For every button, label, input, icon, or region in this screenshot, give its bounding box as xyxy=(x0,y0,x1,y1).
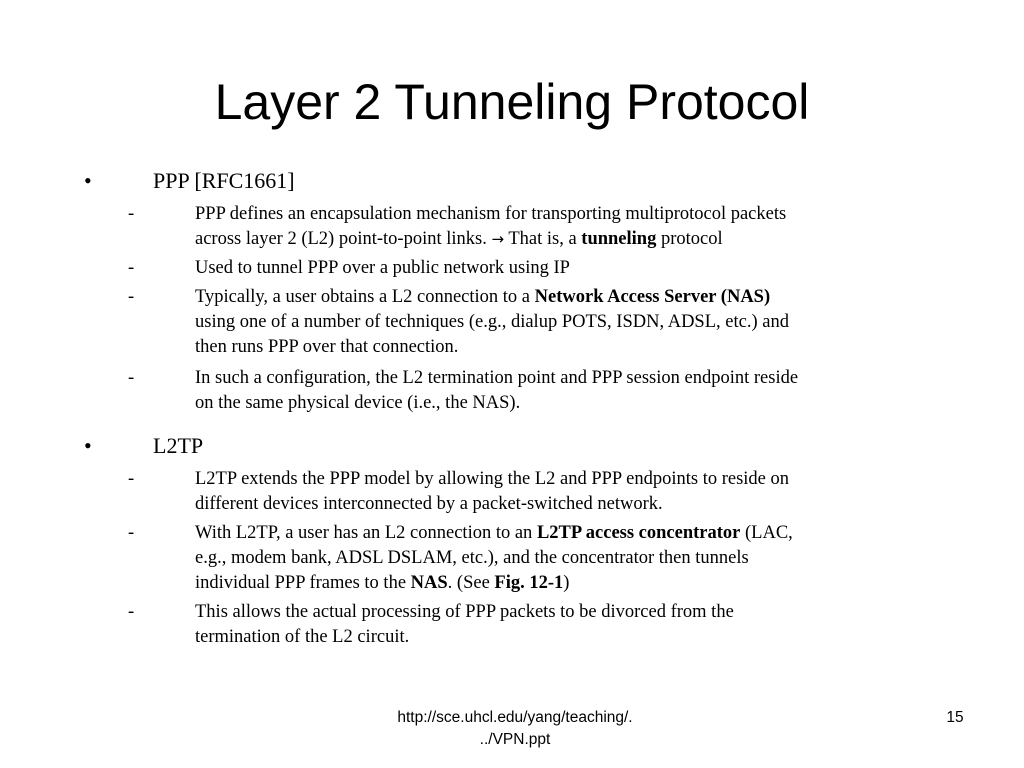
text-line xyxy=(195,521,955,546)
text-line xyxy=(195,202,955,227)
page-number: 15 xyxy=(946,709,964,726)
text-run: . (See xyxy=(447,573,495,593)
text-run: using one of a number of techniques (e.g., dialup POTS, ISDN, ADSL, etc.) and xyxy=(195,312,789,332)
text-line xyxy=(195,366,955,391)
sub-bullet-text xyxy=(195,600,955,650)
sub-bullet-dash: - xyxy=(128,523,135,543)
text-run: individual PPP frames to the xyxy=(195,573,411,593)
text-run: Typically, a user obtains a L2 connection to a xyxy=(195,287,535,307)
text-line xyxy=(195,391,955,416)
footer-url-line: http://sce.uhcl.edu/yang/teaching/. xyxy=(397,709,633,726)
text-line xyxy=(195,600,955,625)
sub-bullet-text xyxy=(195,256,955,281)
text-run: (LAC, xyxy=(740,523,793,543)
sub-bullet-text xyxy=(195,285,955,360)
text-line xyxy=(195,310,955,335)
text-run: With L2TP, a user has an L2 connection to an xyxy=(195,523,537,543)
arrow-right-icon: → xyxy=(491,230,505,248)
text-run: on the same physical device (i.e., the NAS). xyxy=(195,393,521,413)
text-line xyxy=(195,256,955,281)
sub-bullet-text xyxy=(195,521,955,596)
sub-bullet-text xyxy=(195,467,955,517)
text-run: That is, a xyxy=(504,229,582,249)
text-line xyxy=(195,571,955,596)
sub-bullet-dash: - xyxy=(128,204,135,224)
bullet-marker: • xyxy=(84,433,92,458)
text-run: L2TP extends the PPP model by allowing the L2 and PPP endpoints to reside on xyxy=(195,469,790,489)
text-run: This allows the actual processing of PPP packets to be divorced from the xyxy=(195,602,734,622)
bold-term: Fig. 12-1 xyxy=(494,573,564,593)
sub-bullet-dash: - xyxy=(128,602,135,622)
text-line xyxy=(195,492,955,517)
slide-title: Layer 2 Tunneling Protocol xyxy=(214,74,810,130)
text-run: across layer 2 (L2) point-to-point links. xyxy=(195,229,492,249)
bold-term: L2TP access concentrator xyxy=(536,523,741,543)
footer-url xyxy=(350,707,680,751)
sub-bullet-text xyxy=(195,366,955,416)
text-line xyxy=(195,625,955,650)
sub-bullet-dash: - xyxy=(128,287,135,307)
bold-term: Network Access Server (NAS) xyxy=(534,287,771,307)
bold-term: NAS xyxy=(410,573,448,593)
text-run: ) xyxy=(563,573,570,593)
text-run: different devices interconnected by a packet-switched network. xyxy=(195,494,663,514)
text-line xyxy=(195,546,955,571)
text-run: termination of the L2 circuit. xyxy=(195,627,410,647)
sub-bullet-dash: - xyxy=(128,368,135,388)
text-line xyxy=(195,285,955,310)
sub-bullet-dash: - xyxy=(128,469,135,489)
text-run: protocol xyxy=(656,229,723,249)
sub-bullet-dash: - xyxy=(128,258,135,278)
sub-bullet-text xyxy=(195,202,955,252)
text-run: then runs PPP over that connection. xyxy=(195,337,459,357)
text-run: Used to tunnel PPP over a public network using IP xyxy=(195,258,570,278)
text-run: e.g., modem bank, ADSL DSLAM, etc.), and the concentrator then tunnels xyxy=(195,548,749,568)
bullet-text: PPP [RFC1661] xyxy=(153,168,295,193)
text-line xyxy=(195,227,955,252)
bullet-marker: • xyxy=(84,168,92,193)
text-line xyxy=(195,335,955,360)
footer-url-line: ../VPN.ppt xyxy=(479,731,551,748)
text-line xyxy=(195,467,955,492)
text-run: PPP defines an encapsulation mechanism for transporting multiprotocol packets xyxy=(195,204,787,224)
text-run: In such a configuration, the L2 termination point and PPP session endpoint reside xyxy=(195,368,799,388)
bullet-text: L2TP xyxy=(153,433,204,458)
bold-term: tunneling xyxy=(581,229,657,249)
